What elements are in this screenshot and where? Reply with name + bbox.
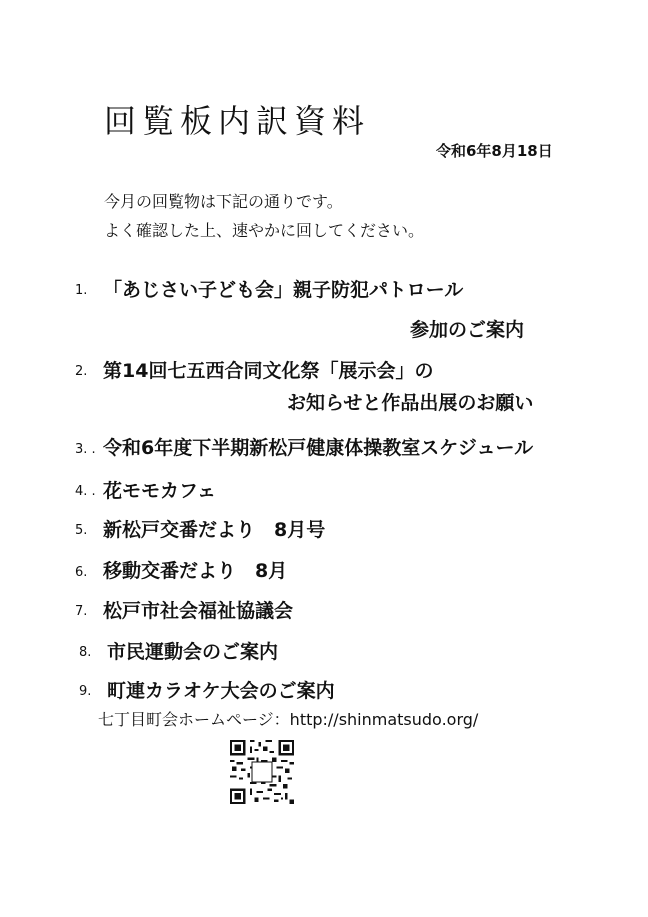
item-text-4: 花モモカフェ (103, 480, 217, 502)
item-number-6: 6. (75, 565, 88, 580)
item-text-1-cont: 参加のご案内 (410, 319, 525, 341)
item-number-3: 3. . (75, 442, 96, 457)
homepage-line: 七丁目町会ホームページ：http://shinmatsudo.org/ (98, 710, 479, 729)
item-text-6: 移動交番だより 8月 (103, 560, 288, 582)
document-date: 令和6年8月18日 (436, 142, 553, 160)
item-text-1: 「あじさい子ども会」親子防犯パトロール (103, 279, 464, 301)
intro-text (104, 187, 424, 245)
qr-code (230, 740, 294, 804)
intro-line-2: よく確認した上、速やかに回してください。 (104, 221, 425, 240)
item-text-3: 令和6年度下半期新松戸健康体操教室スケジュール (103, 437, 534, 459)
item-number-7: 7. (75, 604, 88, 619)
item-number-8: 8. (79, 645, 92, 660)
item-number-2: 2. (75, 364, 88, 379)
item-text-9: 町連カラオケ大会のご案内 (107, 680, 335, 702)
intro-line-1: 今月の回覧物は下記の通りです。 (104, 192, 343, 211)
item-text-8: 市民運動会のご案内 (107, 641, 279, 663)
document-title: 回覧板内訳資料 (104, 102, 371, 140)
item-text-7: 松戸市社会福祉協議会 (103, 600, 294, 622)
item-number-4: 4. . (75, 484, 96, 499)
item-number-1: 1. (75, 283, 88, 298)
item-text-2-cont: お知らせと作品出展のお願い (287, 392, 534, 414)
item-text-5: 新松戸交番だより 8月号 (103, 519, 326, 541)
item-number-9: 9. (79, 684, 92, 699)
item-number-5: 5. (75, 523, 88, 538)
item-text-2: 第14回七五西合同文化祭「展示会」の (103, 360, 434, 382)
